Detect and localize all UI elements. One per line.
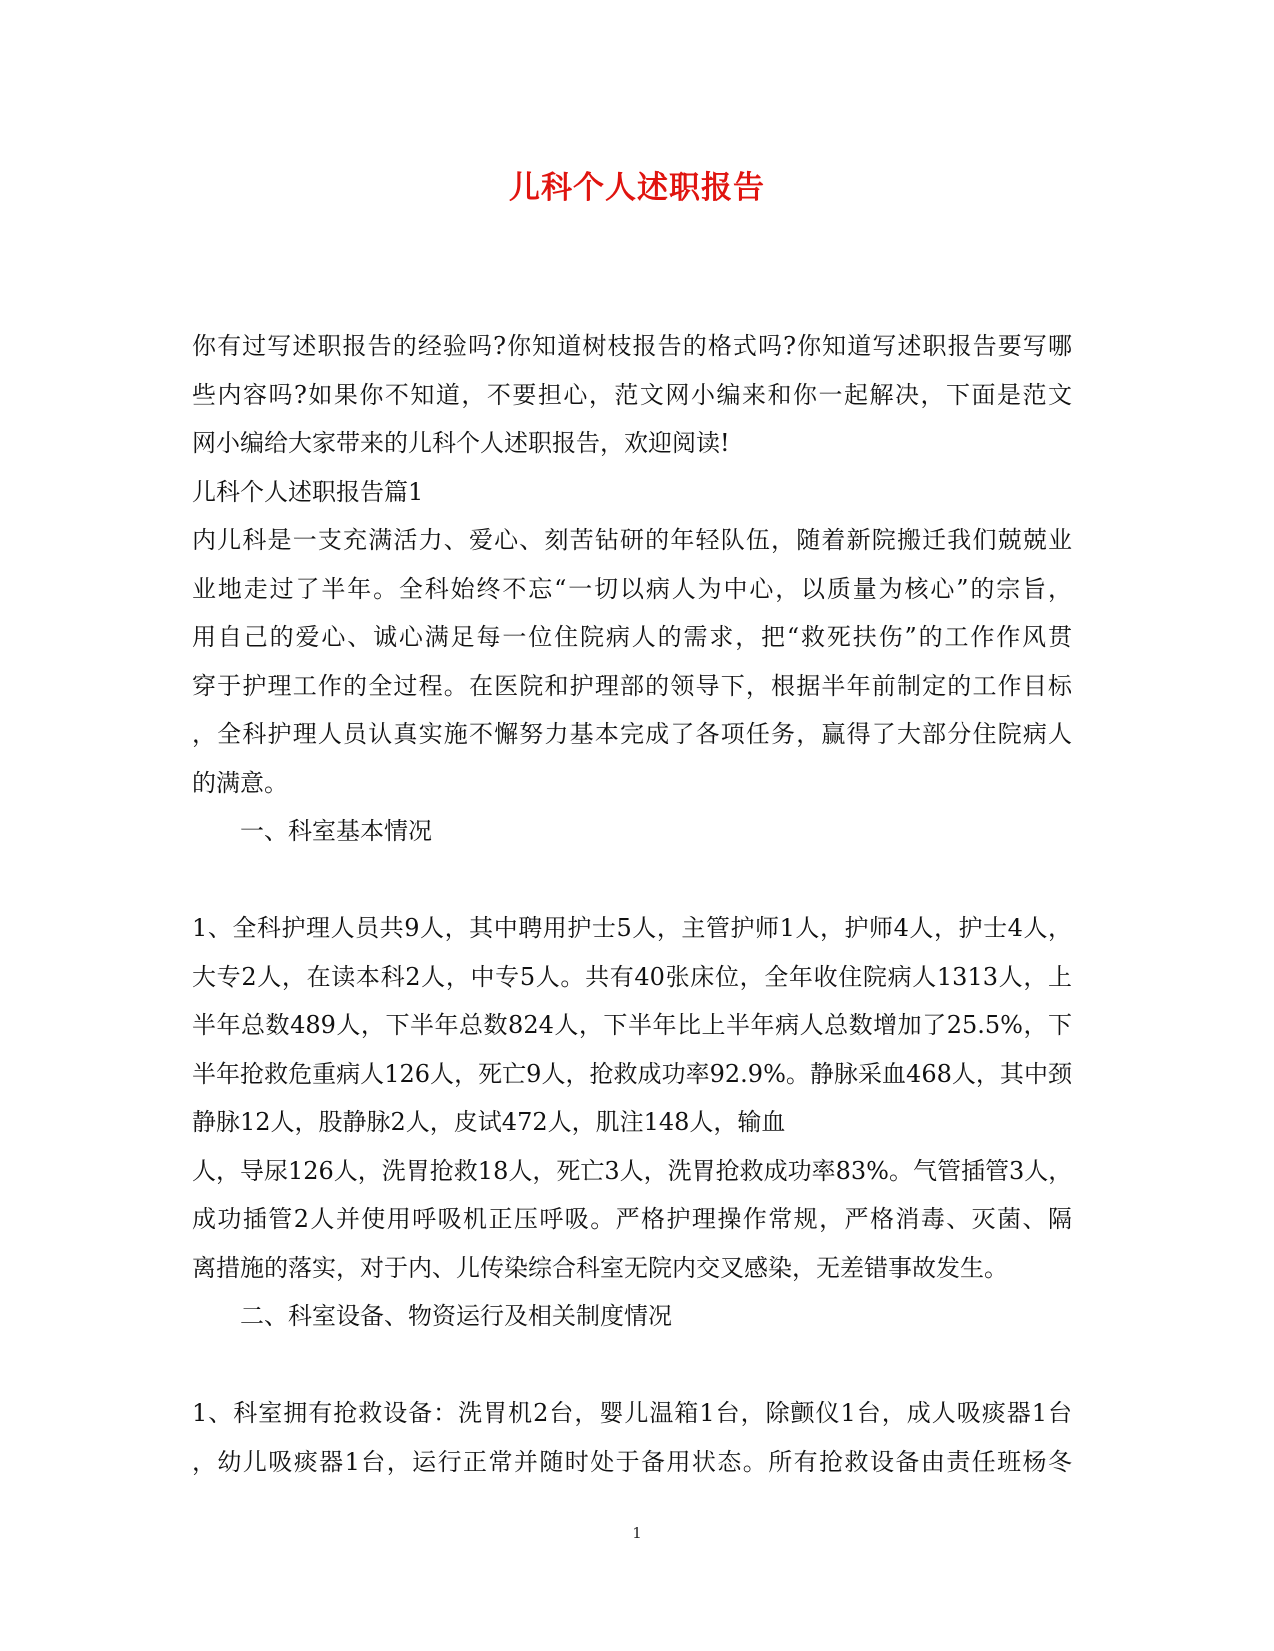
paragraph-gap (192, 1341, 1072, 1390)
body-line: 网小编给大家带来的儿科个人述职报告，欢迎阅读! (192, 429, 730, 457)
body-line: 半年抢救危重病人126人，死亡9人，抢救成功率92.9%。静脉采血468人，其中颈 (192, 1059, 1072, 1088)
body-line: 内儿科是一支充满活力、爱心、刻苦钻研的年轻队伍，随着新院搬迁我们兢兢业 (192, 526, 1072, 554)
body-line: 离措施的落实，对于内、儿传染综合科室无院内交叉感染，无差错事故发生。 (192, 1253, 1008, 1282)
paragraph-gap (192, 856, 1072, 905)
body-line: 业地走过了半年。全科始终不忘“一切以病人为中心，以质量为核心”的宗旨， (192, 574, 1072, 603)
body-line: 用自己的爱心、诚心满足每一位住院病人的需求，把“救死扶伤”的工作作风贯 (192, 623, 1072, 651)
body-line: 的满意。 (192, 768, 288, 797)
body-line: 你有过写述职报告的经验吗?你知道树枝报告的格式吗?你知道写述职报告要写哪 (192, 332, 1072, 360)
document-body (192, 322, 1072, 1486)
body-line: 1、全科护理人员共9人，其中聘用护士5人，主管护师1人，护师4人，护士4人， (192, 914, 1072, 942)
body-line: ，全科护理人员认真实施不懈努力基本完成了各项任务，赢得了大部分住院病人 (192, 720, 1072, 748)
body-line: 1、科室拥有抢救设备：洗胃机2台，婴儿温箱1台，除颤仪1台，成人吸痰器1台 (192, 1399, 1072, 1427)
body-line: 人，导尿126人，洗胃抢救18人，死亡3人，洗胃抢救成功率83%。气管插管3人， (192, 1156, 1073, 1185)
page-number: 1 (632, 1524, 642, 1542)
section-heading: 一、科室基本情况 (240, 817, 432, 845)
section-heading: 二、科室设备、物资运行及相关制度情况 (240, 1302, 672, 1330)
document-title: 儿科个人述职报告 (509, 170, 765, 206)
body-line: 大专2人，在读本科2人，中专5人。共有40张床位，全年收住院病人1313人，上 (192, 962, 1072, 991)
section-subtitle: 儿科个人述职报告篇1 (192, 477, 424, 506)
body-line: 些内容吗?如果你不知道，不要担心，范文网小编来和你一起解决，下面是范文 (192, 380, 1072, 409)
body-line: 半年总数489人，下半年总数824人，下半年比上半年病人总数增加了25.5%，下 (192, 1011, 1072, 1039)
body-line: 成功插管2人并使用呼吸机正压呼吸。严格护理操作常规，严格消毒、灭菌、隔 (192, 1205, 1072, 1233)
body-line: ，幼儿吸痰器1台，运行正常并随时处于备用状态。所有抢救设备由责任班杨冬 (192, 1447, 1072, 1476)
body-line: 静脉12人，股静脉2人，皮试472人，肌注148人，输血 (192, 1108, 786, 1136)
body-line: 穿于护理工作的全过程。在医院和护理部的领导下，根据半年前制定的工作目标 (192, 671, 1072, 700)
